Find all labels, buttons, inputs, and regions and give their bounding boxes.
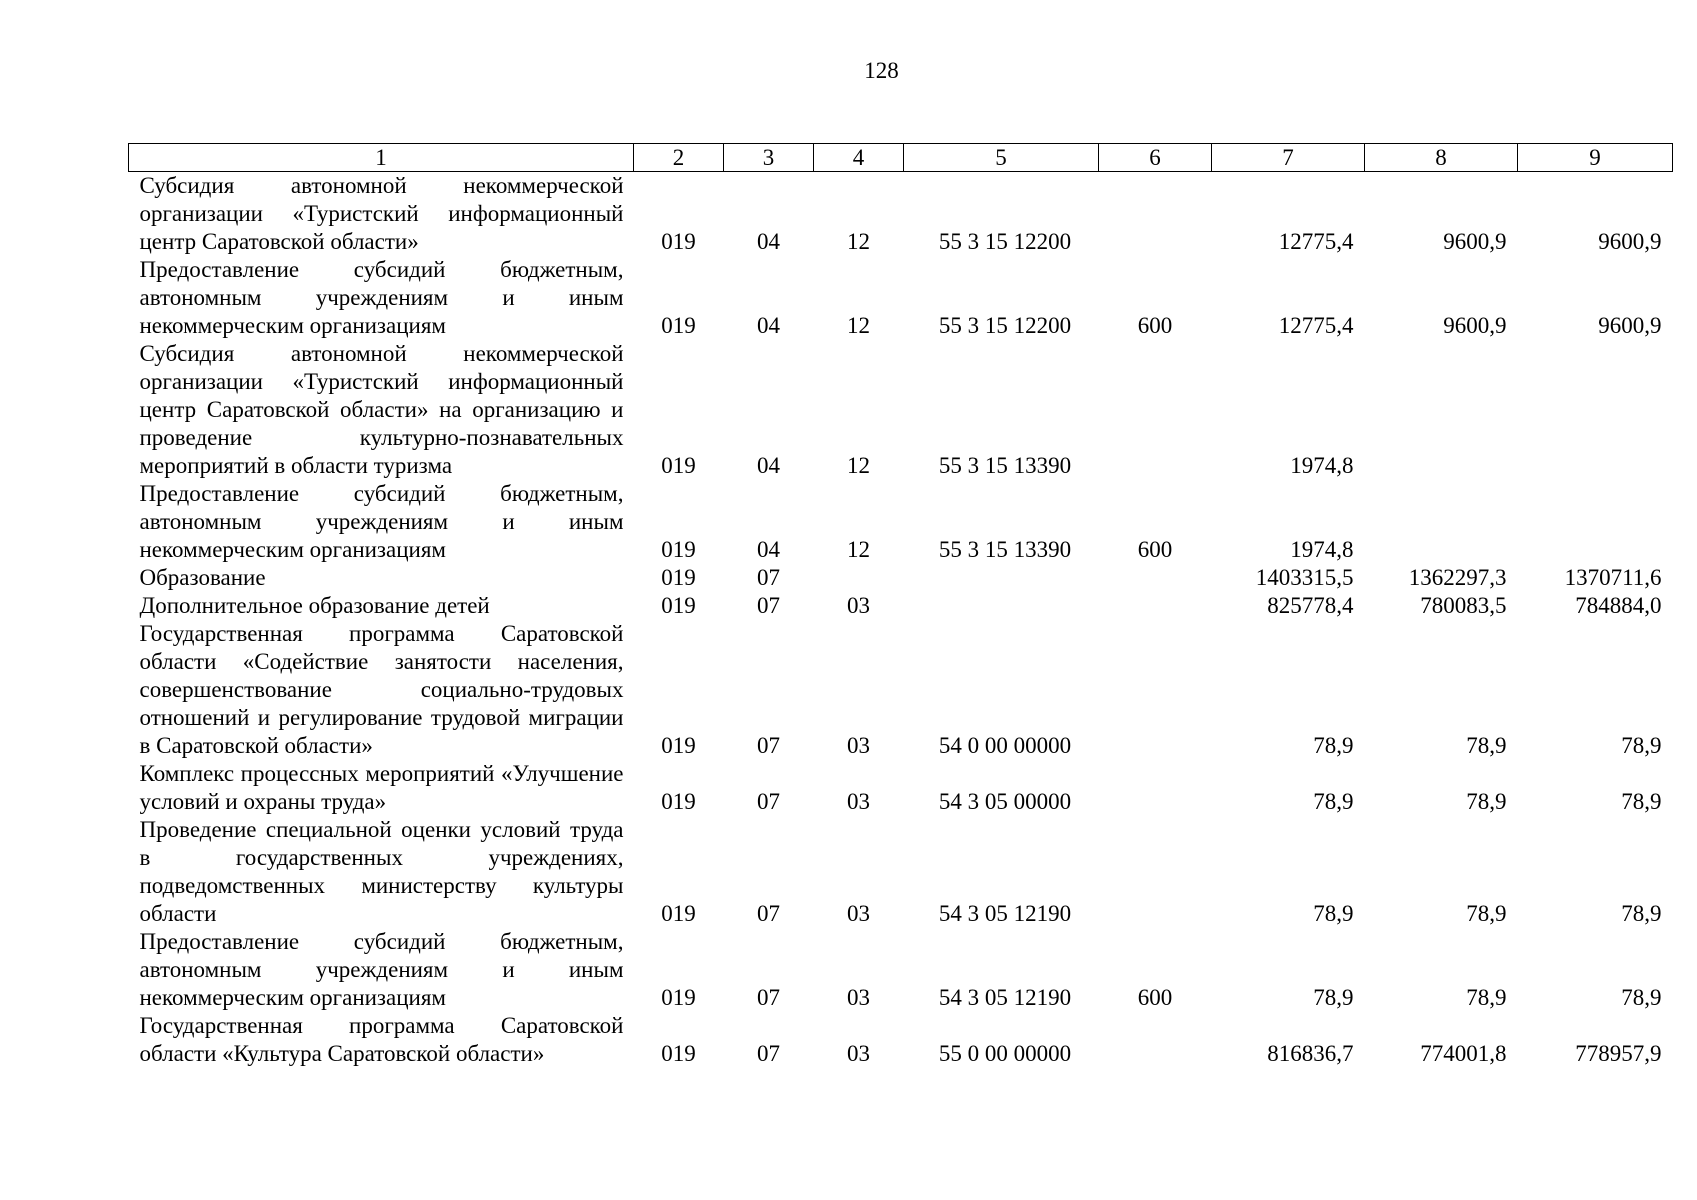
ministry-code: 019 — [661, 229, 696, 254]
amount-col-8: 78,9 — [1466, 985, 1507, 1010]
row-name: Дополнительное образование детей — [139, 593, 490, 618]
amount-col-9: 78,9 — [1621, 733, 1662, 758]
amount-col-8: 78,9 — [1466, 789, 1507, 814]
ministry-code: 019 — [661, 789, 696, 814]
amount-col-7: 825778,4 — [1267, 593, 1354, 618]
row-name: Государственная программа Саратовской области «Содействие занятости населения, совершенствование социально-трудовых отношений и регулирование трудовой миграции в Саратовской области» — [139, 621, 624, 758]
amount-col-8: 78,9 — [1466, 901, 1507, 926]
table-row — [129, 592, 1673, 620]
target-article-code: 54 0 00 00000 — [938, 733, 1072, 758]
header-cell: 5 — [904, 144, 1099, 172]
row-name: Проведение специальной оценки условий труда в государственных учреждениях, подведомственных министерству культуры области — [139, 817, 624, 926]
amount-col-7: 78,9 — [1313, 985, 1354, 1010]
target-article-code: 55 3 15 12200 — [938, 313, 1072, 338]
expense-type-code — [1099, 564, 1212, 592]
section-code: 04 — [757, 453, 780, 478]
target-article-code: 55 3 15 13390 — [938, 537, 1072, 562]
section-code: 07 — [757, 985, 780, 1010]
expense-type-code: 600 — [1137, 537, 1173, 562]
ministry-code: 019 — [661, 985, 696, 1010]
target-article-code: 55 0 00 00000 — [938, 1041, 1072, 1066]
row-name: Комплекс процессных мероприятий «Улучшение условий и охраны труда» — [139, 761, 624, 814]
subsection-code: 12 — [847, 229, 870, 254]
amount-col-7: 1974,8 — [1290, 453, 1354, 478]
ministry-code: 019 — [661, 593, 696, 618]
table-body — [129, 172, 1673, 1069]
section-code: 07 — [757, 733, 780, 758]
amount-col-8: 78,9 — [1466, 733, 1507, 758]
amount-col-7: 12775,4 — [1278, 313, 1354, 338]
ministry-code: 019 — [661, 733, 696, 758]
ministry-code: 019 — [661, 901, 696, 926]
subsection-code: 03 — [847, 1041, 870, 1066]
amount-col-9: 1370711,6 — [1564, 565, 1662, 590]
ministry-code: 019 — [661, 313, 696, 338]
subsection-code: 12 — [847, 313, 870, 338]
amount-col-9: 78,9 — [1621, 985, 1662, 1010]
amount-col-8 — [1365, 480, 1518, 564]
expense-type-code — [1099, 1012, 1212, 1068]
target-article-code — [904, 592, 1099, 620]
budget-table — [128, 143, 1673, 1068]
subsection-code: 03 — [847, 789, 870, 814]
amount-col-8: 774001,8 — [1420, 1041, 1507, 1066]
target-article-code: 54 3 05 12190 — [938, 985, 1072, 1010]
amount-col-7: 12775,4 — [1278, 229, 1354, 254]
row-name: Субсидия автономной некоммерческой организации «Туристский информационный центр Саратовской области» на организацию и проведение культурно-познавательных мероприятий в области туризма — [139, 341, 624, 478]
ministry-code: 019 — [661, 537, 696, 562]
amount-col-7: 816836,7 — [1267, 1041, 1354, 1066]
section-code: 07 — [757, 593, 780, 618]
amount-col-8: 1362297,3 — [1408, 565, 1507, 590]
ministry-code: 019 — [661, 1041, 696, 1066]
header-cell: 1 — [129, 144, 634, 172]
amount-col-7: 1974,8 — [1290, 537, 1354, 562]
expense-type-code — [1099, 620, 1212, 760]
row-name: Предоставление субсидий бюджетным, автономным учреждениям и иным некоммерческим организациям — [139, 929, 624, 1010]
amount-col-9: 78,9 — [1621, 789, 1662, 814]
table-row — [129, 1012, 1673, 1068]
header-cell: 6 — [1099, 144, 1212, 172]
section-code: 07 — [757, 901, 780, 926]
amount-col-9: 784884,0 — [1575, 593, 1662, 618]
amount-col-8: 9600,9 — [1443, 229, 1507, 254]
amount-col-7: 78,9 — [1313, 901, 1354, 926]
amount-col-9: 9600,9 — [1598, 229, 1662, 254]
header-cell: 2 — [634, 144, 724, 172]
table-row — [129, 172, 1673, 257]
table-row — [129, 620, 1673, 760]
header-cell: 8 — [1365, 144, 1518, 172]
expense-type-code: 600 — [1137, 313, 1173, 338]
subsection-code: 12 — [847, 453, 870, 478]
section-code: 07 — [757, 789, 780, 814]
amount-col-7: 1403315,5 — [1255, 565, 1354, 590]
amount-col-9 — [1518, 340, 1673, 480]
subsection-code — [814, 564, 904, 592]
expense-type-code: 600 — [1137, 985, 1173, 1010]
subsection-code: 03 — [847, 733, 870, 758]
expense-type-code — [1099, 340, 1212, 480]
amount-col-7: 78,9 — [1313, 733, 1354, 758]
row-name: Предоставление субсидий бюджетным, автономным учреждениям и иным некоммерческим организациям — [139, 481, 624, 562]
header-row — [129, 144, 1673, 172]
target-article-code: 55 3 15 12200 — [938, 229, 1072, 254]
section-code: 07 — [757, 565, 780, 590]
header-cell: 3 — [724, 144, 814, 172]
section-code: 04 — [757, 229, 780, 254]
table-row — [129, 256, 1673, 340]
expense-type-code — [1099, 760, 1212, 816]
amount-col-8 — [1365, 340, 1518, 480]
amount-col-9: 78,9 — [1621, 901, 1662, 926]
target-article-code: 54 3 05 00000 — [938, 789, 1072, 814]
header-cell: 9 — [1518, 144, 1673, 172]
amount-col-9: 9600,9 — [1598, 313, 1662, 338]
subsection-code: 03 — [847, 901, 870, 926]
target-article-code: 55 3 15 13390 — [938, 453, 1072, 478]
row-name: Государственная программа Саратовской области «Культура Саратовской области» — [139, 1013, 624, 1066]
header-cell: 4 — [814, 144, 904, 172]
amount-col-8: 9600,9 — [1443, 313, 1507, 338]
table-row — [129, 928, 1673, 1012]
amount-col-9 — [1518, 480, 1673, 564]
subsection-code: 03 — [847, 593, 870, 618]
subsection-code: 12 — [847, 537, 870, 562]
section-code: 04 — [757, 537, 780, 562]
amount-col-7: 78,9 — [1313, 789, 1354, 814]
table-row — [129, 564, 1673, 592]
expense-type-code — [1099, 172, 1212, 257]
expense-type-code — [1099, 816, 1212, 928]
target-article-code: 54 3 05 12190 — [938, 901, 1072, 926]
table-row — [129, 480, 1673, 564]
ministry-code: 019 — [661, 453, 696, 478]
target-article-code — [904, 564, 1099, 592]
section-code: 04 — [757, 313, 780, 338]
table-row — [129, 340, 1673, 480]
subsection-code: 03 — [847, 985, 870, 1010]
header-cell: 7 — [1212, 144, 1365, 172]
amount-col-9: 778957,9 — [1575, 1041, 1662, 1066]
expense-type-code — [1099, 592, 1212, 620]
table-row — [129, 760, 1673, 816]
row-name: Предоставление субсидий бюджетным, автономным учреждениям и иным некоммерческим организациям — [139, 257, 624, 338]
page-number: 128 — [864, 58, 899, 83]
table-row — [129, 816, 1673, 928]
row-name: Субсидия автономной некоммерческой организации «Туристский информационный центр Саратовской области» — [139, 173, 624, 254]
ministry-code: 019 — [661, 565, 696, 590]
amount-col-8: 780083,5 — [1420, 593, 1507, 618]
row-name: Образование — [139, 565, 266, 590]
section-code: 07 — [757, 1041, 780, 1066]
